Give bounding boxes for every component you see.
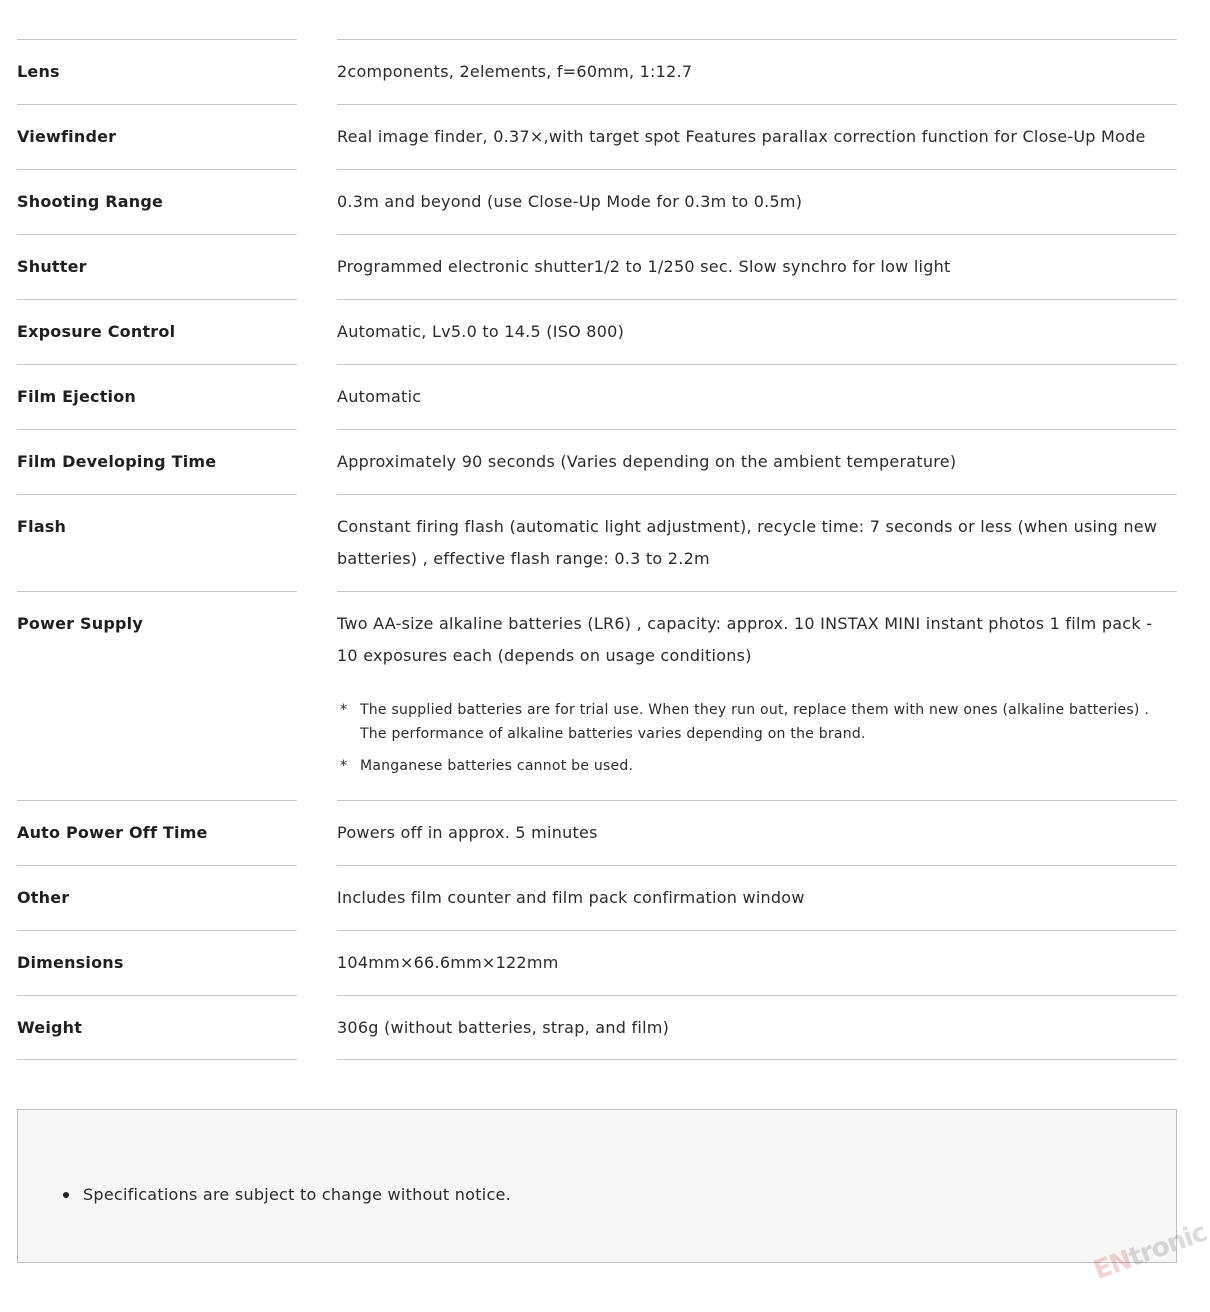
note-item [340, 754, 1177, 778]
note-text: The supplied batteries are for trial use. When they run out, replace them with new ones (alkaline batteries) . The performance of alkaline batteries varies depending on the brand. [360, 702, 1150, 742]
spec-label: Power Supply [17, 591, 297, 800]
spec-label: Shooting Range [17, 169, 297, 234]
notice-box [17, 1109, 1177, 1263]
watermark-text-a: EN [1089, 1244, 1136, 1286]
spec-value [337, 39, 1177, 104]
spec-value [337, 104, 1177, 169]
spec-value [337, 800, 1177, 865]
spec-label: Dimensions [17, 930, 297, 995]
spec-value [337, 429, 1177, 494]
spec-row-other [17, 865, 1177, 930]
spec-value-text: Real image finder, 0.37×,with target spot Features parallax correction function for Close-Up Mode [337, 127, 1146, 146]
note-marker: * [340, 758, 348, 774]
spec-value-text: Constant firing flash (automatic light adjustment), recycle time: 7 seconds or less (when using new batteries) , effective flash range: 0.3 to 2.2m [337, 517, 1158, 568]
spec-value [337, 364, 1177, 429]
spec-row-weight [17, 995, 1177, 1060]
power-supply-notes [340, 698, 1177, 778]
spec-label: Film Ejection [17, 364, 297, 429]
note-item [340, 698, 1177, 746]
spec-value-text: Automatic, Lv5.0 to 14.5 (ISO 800) [337, 322, 625, 341]
spec-value [337, 591, 1177, 800]
spec-value-text: Approximately 90 seconds (Varies depending on the ambient temperature) [337, 452, 957, 471]
spec-label: Shutter [17, 234, 297, 299]
spec-table [17, 39, 1177, 1060]
spec-row-flash [17, 494, 1177, 591]
notice-item [63, 1183, 511, 1207]
spec-label: Viewfinder [17, 104, 297, 169]
spec-label: Flash [17, 494, 297, 591]
notice-text: Specifications are subject to change without notice. [83, 1185, 511, 1204]
spec-row-viewfinder [17, 104, 1177, 169]
spec-value [337, 169, 1177, 234]
spec-label: Other [17, 865, 297, 930]
spec-label: Exposure Control [17, 299, 297, 364]
spec-row-film-developing-time [17, 429, 1177, 494]
spec-value-text: 2components, 2elements, f=60mm, 1:12.7 [337, 62, 693, 81]
spec-value [337, 494, 1177, 591]
spec-value-text: Programmed electronic shutter1/2 to 1/250 sec. Slow synchro for low light [337, 257, 951, 276]
spec-value-text: 0.3m and beyond (use Close-Up Mode for 0.3m to 0.5m) [337, 192, 803, 211]
note-marker: * [340, 702, 348, 718]
spec-value-text: Two AA-size alkaline batteries (LR6) , capacity: approx. 10 INSTAX MINI instant photos 1 film pack - 10 exposures each (depends on usage conditions) [337, 614, 1153, 665]
spec-value [337, 865, 1177, 930]
spec-label: Film Developing Time [17, 429, 297, 494]
notice-list [63, 1183, 511, 1207]
watermark-text-b: tronic [1125, 1217, 1210, 1274]
spec-row-film-ejection [17, 364, 1177, 429]
note-text: Manganese batteries cannot be used. [360, 758, 634, 774]
spec-row-shooting-range [17, 169, 1177, 234]
spec-row-dimensions [17, 930, 1177, 995]
spec-row-lens [17, 39, 1177, 104]
bullet-icon [63, 1192, 69, 1198]
spec-value [337, 299, 1177, 364]
spec-value-text: 104mm×66.6mm×122mm [337, 953, 559, 972]
spec-row-power-supply [17, 591, 1177, 800]
spec-value-text: 306g (without batteries, strap, and film) [337, 1018, 670, 1037]
spec-value [337, 930, 1177, 995]
spec-label: Lens [17, 39, 297, 104]
spec-row-auto-power-off-time [17, 800, 1177, 865]
spec-value-text: Powers off in approx. 5 minutes [337, 823, 598, 842]
spec-row-exposure-control [17, 299, 1177, 364]
spec-label: Auto Power Off Time [17, 800, 297, 865]
spec-value [337, 234, 1177, 299]
spec-value-text: Automatic [337, 387, 422, 406]
spec-label: Weight [17, 995, 297, 1060]
spec-value [337, 995, 1177, 1060]
spec-row-shutter [17, 234, 1177, 299]
spec-value-text: Includes film counter and film pack confirmation window [337, 888, 805, 907]
